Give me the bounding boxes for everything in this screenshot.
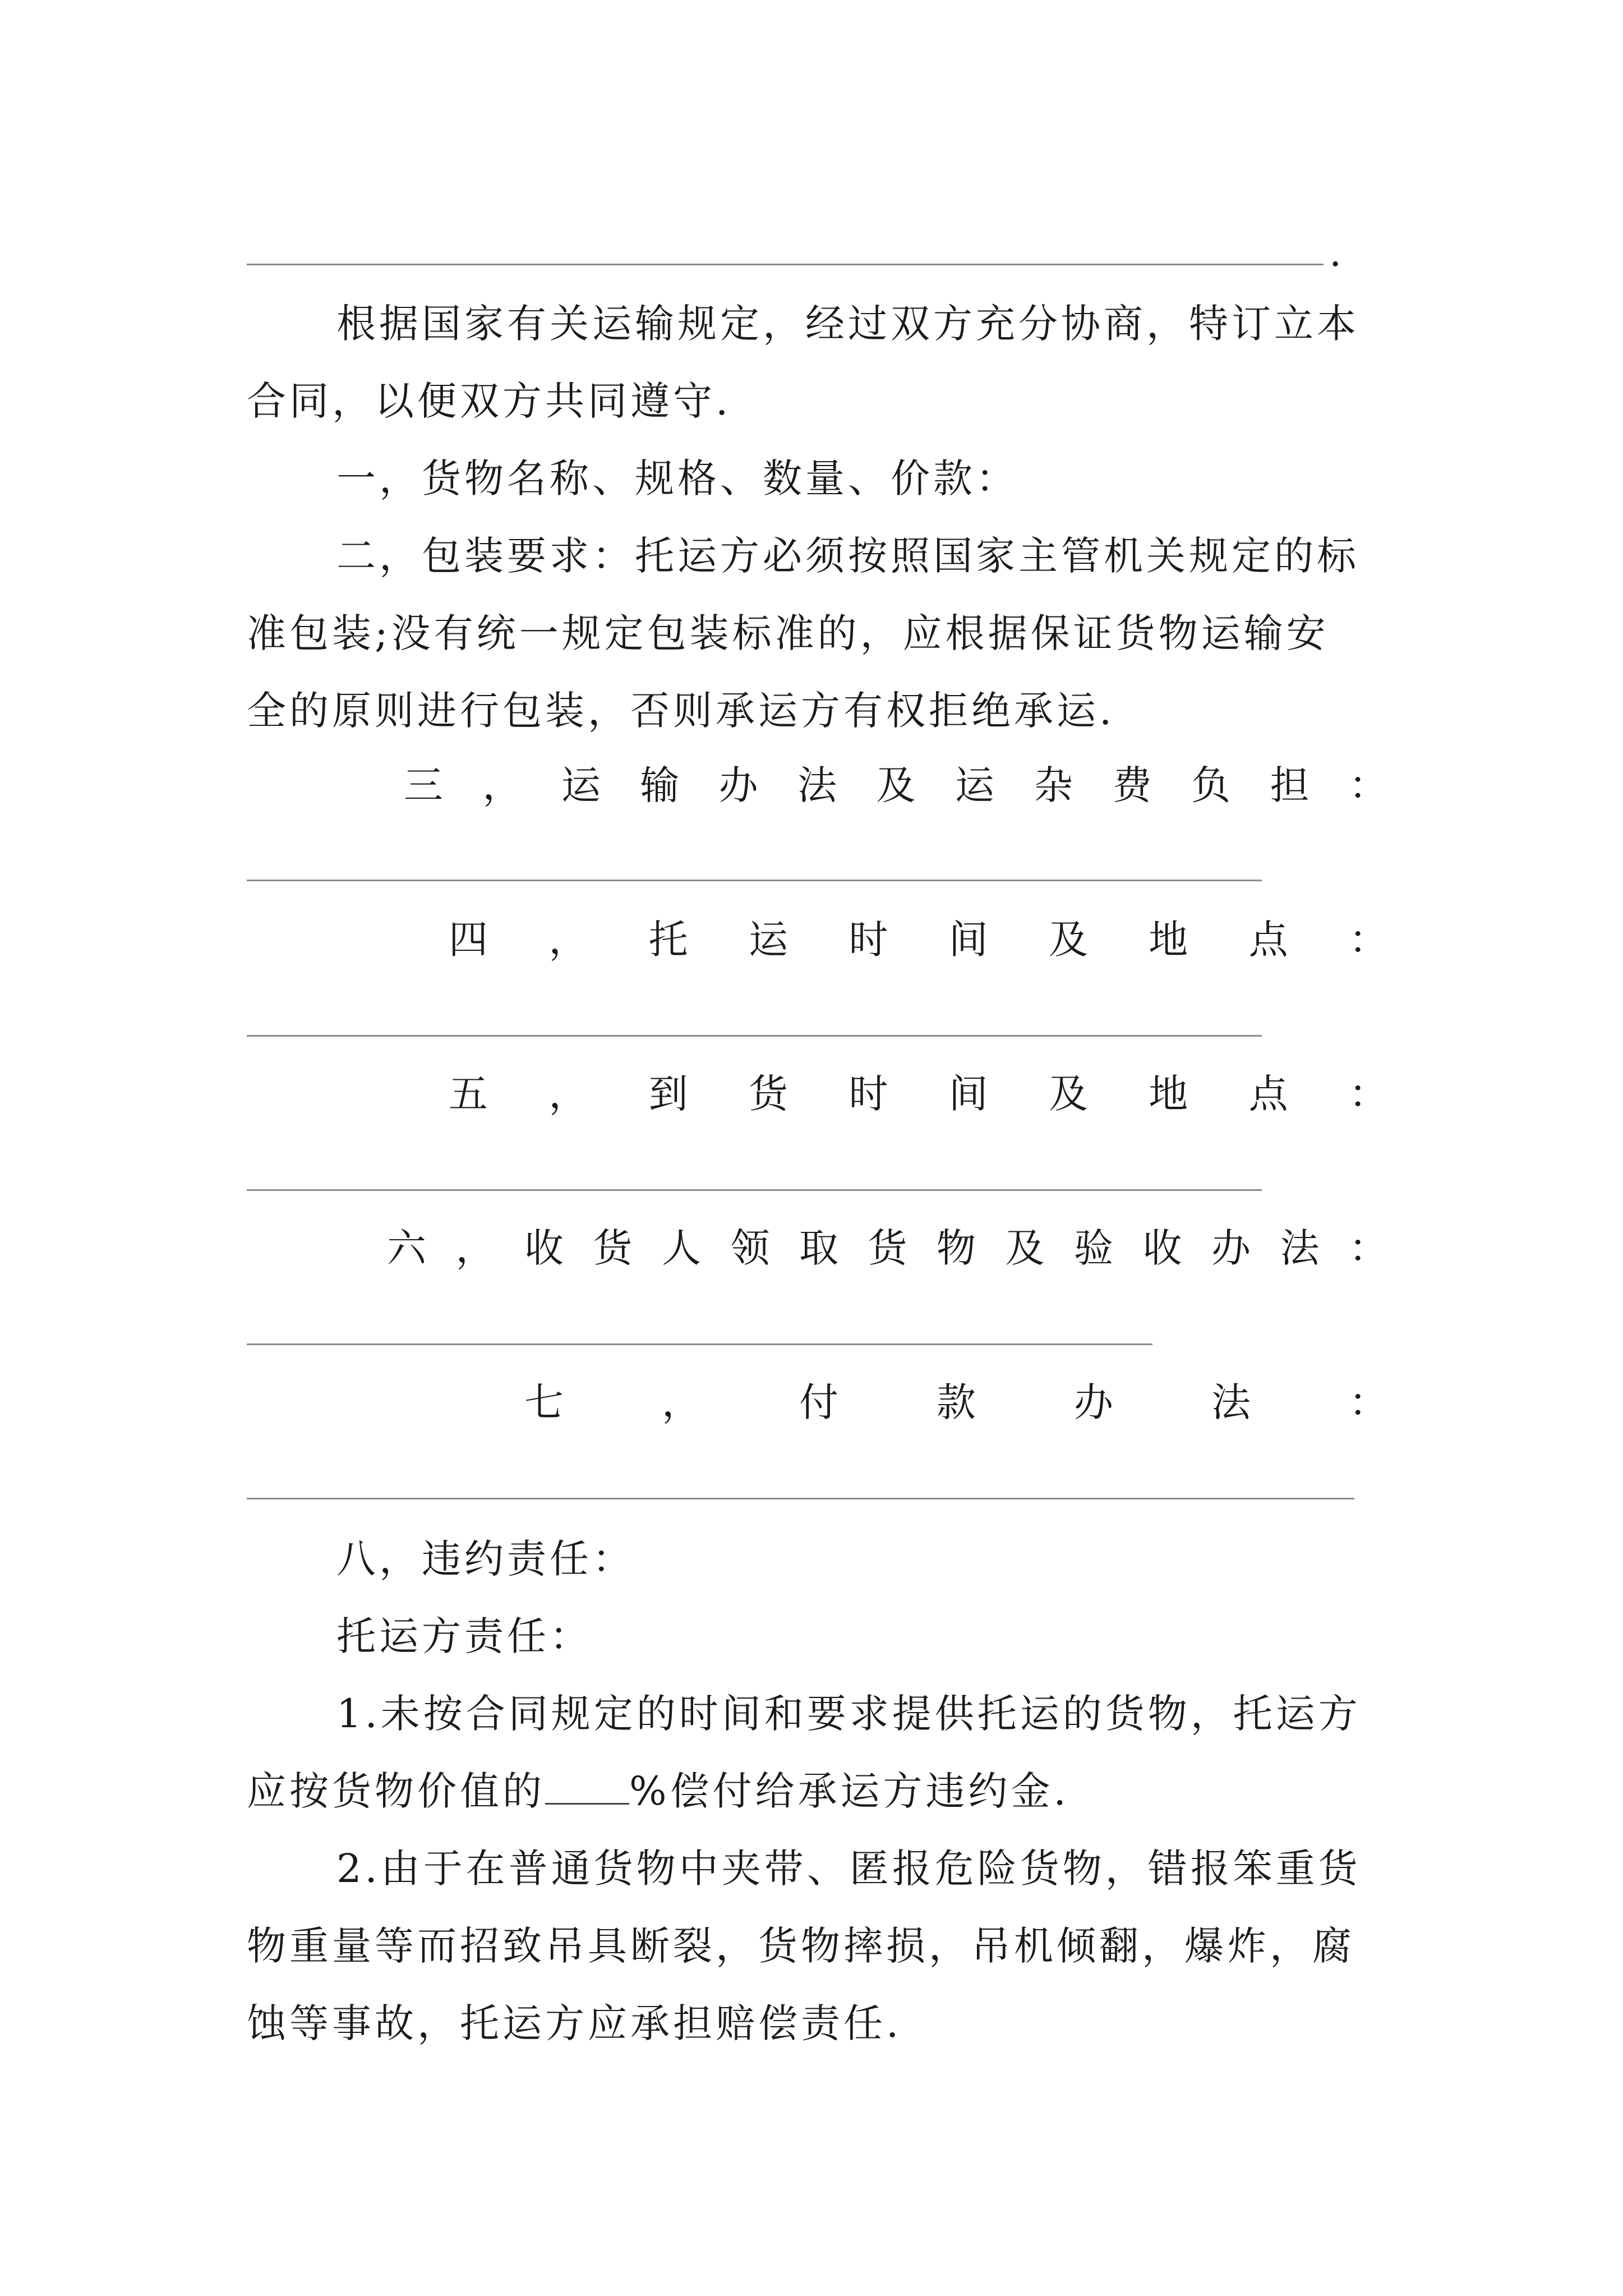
intro-line-1: 根据国家有关运输规定，经过双方充分协商，特订立本 xyxy=(336,301,1359,347)
item-2-line-3: 全的原则进行包装，否则承运方有权拒绝承运. xyxy=(247,688,1115,734)
penalty-percent-blank xyxy=(545,1770,629,1805)
blank-line-item-5 xyxy=(247,1189,1262,1191)
top-line-period: . xyxy=(1329,229,1342,275)
clause-2-line-2: 物重量等而招致吊具断裂，货物摔损，吊机倾翻，爆炸，腐 xyxy=(247,1923,1355,1969)
intro-line-2: 合同，以便双方共同遵守. xyxy=(247,378,732,424)
clause-2-line-1: 2.由于在普通货物中夹带、匿报危险货物，错报笨重货 xyxy=(336,1846,1361,1892)
blank-line-item-6 xyxy=(247,1343,1152,1345)
item-8-liability: 八，违约责任： xyxy=(336,1536,635,1582)
clause-2-line-3: 蚀等事故，托运方应承担赔偿责任. xyxy=(247,2000,902,2046)
blank-line-item-4 xyxy=(247,1035,1262,1037)
blank-line-top xyxy=(247,264,1324,265)
blank-line-item-3 xyxy=(247,880,1262,881)
clause-1-line-2 xyxy=(247,1752,1388,1830)
item-4-shipping-time-place: 四 ， 托 运 时 间 及 地 点 ： xyxy=(449,917,1388,963)
blank-line-item-7 xyxy=(247,1498,1354,1499)
item-7-payment-method: 七 ， 付 款 办 法 ： xyxy=(524,1379,1388,1425)
item-6-receiving-method: 六 ， 收 货 人 领 取 货 物 及 验 收 办 法 ： xyxy=(387,1225,1388,1271)
shipper-liability-heading: 托运方责任： xyxy=(336,1613,592,1659)
item-2-line-1: 二，包装要求：托运方必须按照国家主管机关规定的标 xyxy=(336,533,1359,579)
item-2-line-2: 准包装;没有统一规定包装标准的，应根据保证货物运输安 xyxy=(247,610,1329,656)
item-5-arrival-time-place: 五 ， 到 货 时 间 及 地 点 ： xyxy=(449,1071,1388,1117)
clause-1-line-1: 1.未按合同规定的时间和要求提供托运的货物，托运方 xyxy=(336,1691,1361,1737)
item-1-goods: 一，货物名称、规格、数量、价款： xyxy=(336,455,1018,501)
clause-1-text-after: %偿付给承运方违约金. xyxy=(629,1768,1069,1814)
item-3-transport-method: 三 ， 运 输 办 法 及 运 杂 费 负 担 ： xyxy=(404,762,1388,808)
clause-1-text-before: 应按货物价值的 xyxy=(247,1768,545,1814)
